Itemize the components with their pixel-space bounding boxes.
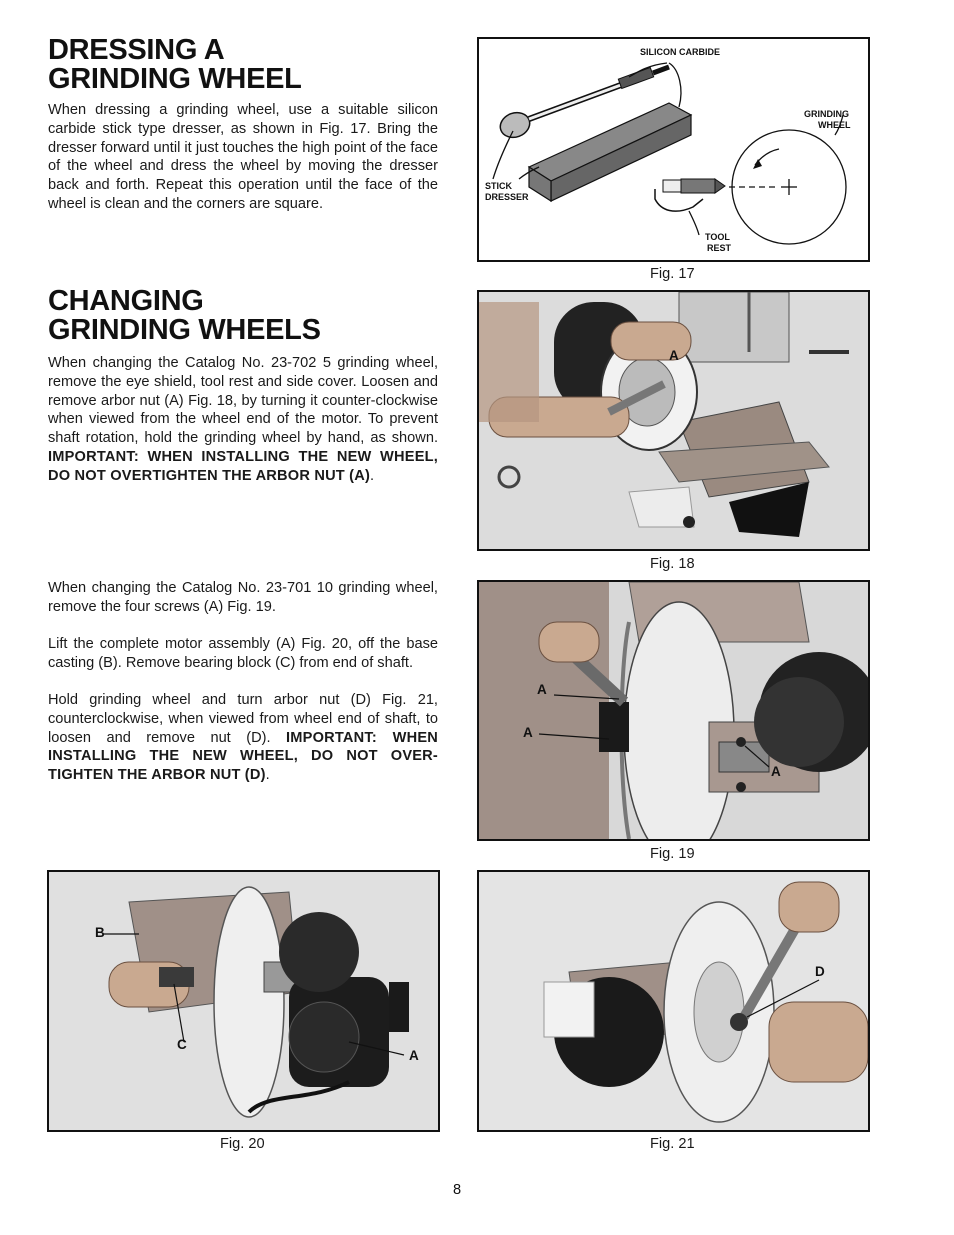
changing-title-line1: CHANGING xyxy=(48,285,204,317)
fig17-caption: Fig. 17 xyxy=(650,266,695,282)
fig21-photo xyxy=(477,870,870,1132)
fig18-caption: Fig. 18 xyxy=(650,556,695,572)
fig17-label-stick: STICK xyxy=(485,181,512,191)
fig20-photo xyxy=(47,870,440,1132)
fig17-label-rest: REST xyxy=(707,243,732,253)
ten-inch-paragraph-2: Lift the complete motor assembly (A) Fig. 20, off the base casting (B). Remove bearing block (C) from end of shaft. xyxy=(48,636,438,671)
changing-paragraph-warning: IMPORTANT: WHEN INSTALLING THE NEW WHEEL, DO NOT OVERTIGHTEN THE ARBOR NUT (A) xyxy=(48,448,438,484)
dressing-paragraph: When dressing a grinding wheel, use a suitable silicon carbide stick type dresser, as shown in Fig. 17. Bring the dresser forward until it just touches the high point of the face of the wheel and dress the wheel by moving the dresser back and forth. Repeat this operation until the face of the wheel is clean and the corners are square. xyxy=(48,102,438,212)
fig18-photo xyxy=(477,290,870,551)
ten-inch-paragraph-3-warning: IMPORTANT: WHEN INSTALLING THE NEW WHEEL, DO NOT OVER-TIGHTEN THE ARBOR NUT (D) xyxy=(48,729,438,784)
fig19-photo xyxy=(477,580,870,841)
fig19-illustration xyxy=(479,582,868,839)
ten-inch-paragraph-3: Hold grinding wheel and turn arbor nut (D) Fig. 21, counterclockwise, when viewed from wheel end of shaft, to loosen and remove nut (D). IMPORTANT: WHEN INSTALLING THE NEW WHEEL, DO NOT OVER-TIGHTEN THE ARBOR NUT (D). xyxy=(48,692,438,784)
fig20-illustration xyxy=(49,872,438,1130)
fig19-label-a-top: A xyxy=(537,682,547,697)
fig17-label-wheel: WHEEL xyxy=(818,120,851,130)
fig18-illustration xyxy=(479,292,868,549)
ten-inch-paragraph-3-text: Hold grinding wheel and turn arbor nut (D) Fig. 21, counterclockwise, when viewed from wheel end of shaft, to loosen and remove nut (D). xyxy=(48,692,438,746)
fig19-caption: Fig. 19 xyxy=(650,846,695,862)
page-number: 8 xyxy=(453,1182,462,1198)
fig17-label-grinding: GRINDING xyxy=(804,109,849,119)
fig19-label-a-right: A xyxy=(771,764,781,779)
fig17-label-dresser: DRESSER xyxy=(485,192,529,202)
changing-title-line2: GRINDING WHEELS xyxy=(48,314,321,346)
fig19-label-a-middle: A xyxy=(523,725,533,740)
dressing-title xyxy=(48,36,302,94)
dressing-title-line2: GRINDING WHEEL xyxy=(48,63,302,95)
fig20-label-c: C xyxy=(177,1037,187,1052)
changing-title xyxy=(48,287,321,345)
changing-paragraph-text: When changing the Catalog No. 23-702 5 grinding wheel, remove the eye shield, tool rest and side cover. Loosen and remove arbor nut (A) Fig. 18, by turning it counter-clockwise when viewed from the wheel end of the motor. To prevent shaft rotation, hold the grinding wheel by hand, as shown. xyxy=(48,355,438,447)
fig17-diagram xyxy=(477,37,870,262)
fig17-drawing xyxy=(479,39,868,260)
ten-inch-paragraph-1: When changing the Catalog No. 23-701 10 grinding wheel, remove the four screws (A) Fig. 19. xyxy=(48,580,438,615)
fig18-label-a: A xyxy=(669,348,679,363)
dressing-title-line1: DRESSING A xyxy=(48,34,225,66)
fig20-label-a: A xyxy=(409,1048,419,1063)
fig21-illustration xyxy=(479,872,868,1130)
fig17-label-tool: TOOL xyxy=(705,232,730,242)
fig21-label-d: D xyxy=(815,964,825,979)
fig21-caption: Fig. 21 xyxy=(650,1136,695,1152)
changing-paragraph: When changing the Catalog No. 23-702 5 grinding wheel, remove the eye shield, tool rest and side cover. Loosen and remove arbor nut (A) Fig. 18, by turning it counter-clockwise when viewed from the wheel end of the motor. To prevent shaft rotation, hold the grinding wheel by hand, as shown. IMPORTANT: WHEN INSTALLING THE NEW WHEEL, DO NOT OVERTIGHTEN THE ARBOR NUT (A). xyxy=(48,355,438,484)
fig20-caption: Fig. 20 xyxy=(220,1136,265,1152)
fig17-label-silicon-carbide: SILICON CARBIDE xyxy=(640,47,721,57)
fig20-label-b: B xyxy=(95,925,105,940)
